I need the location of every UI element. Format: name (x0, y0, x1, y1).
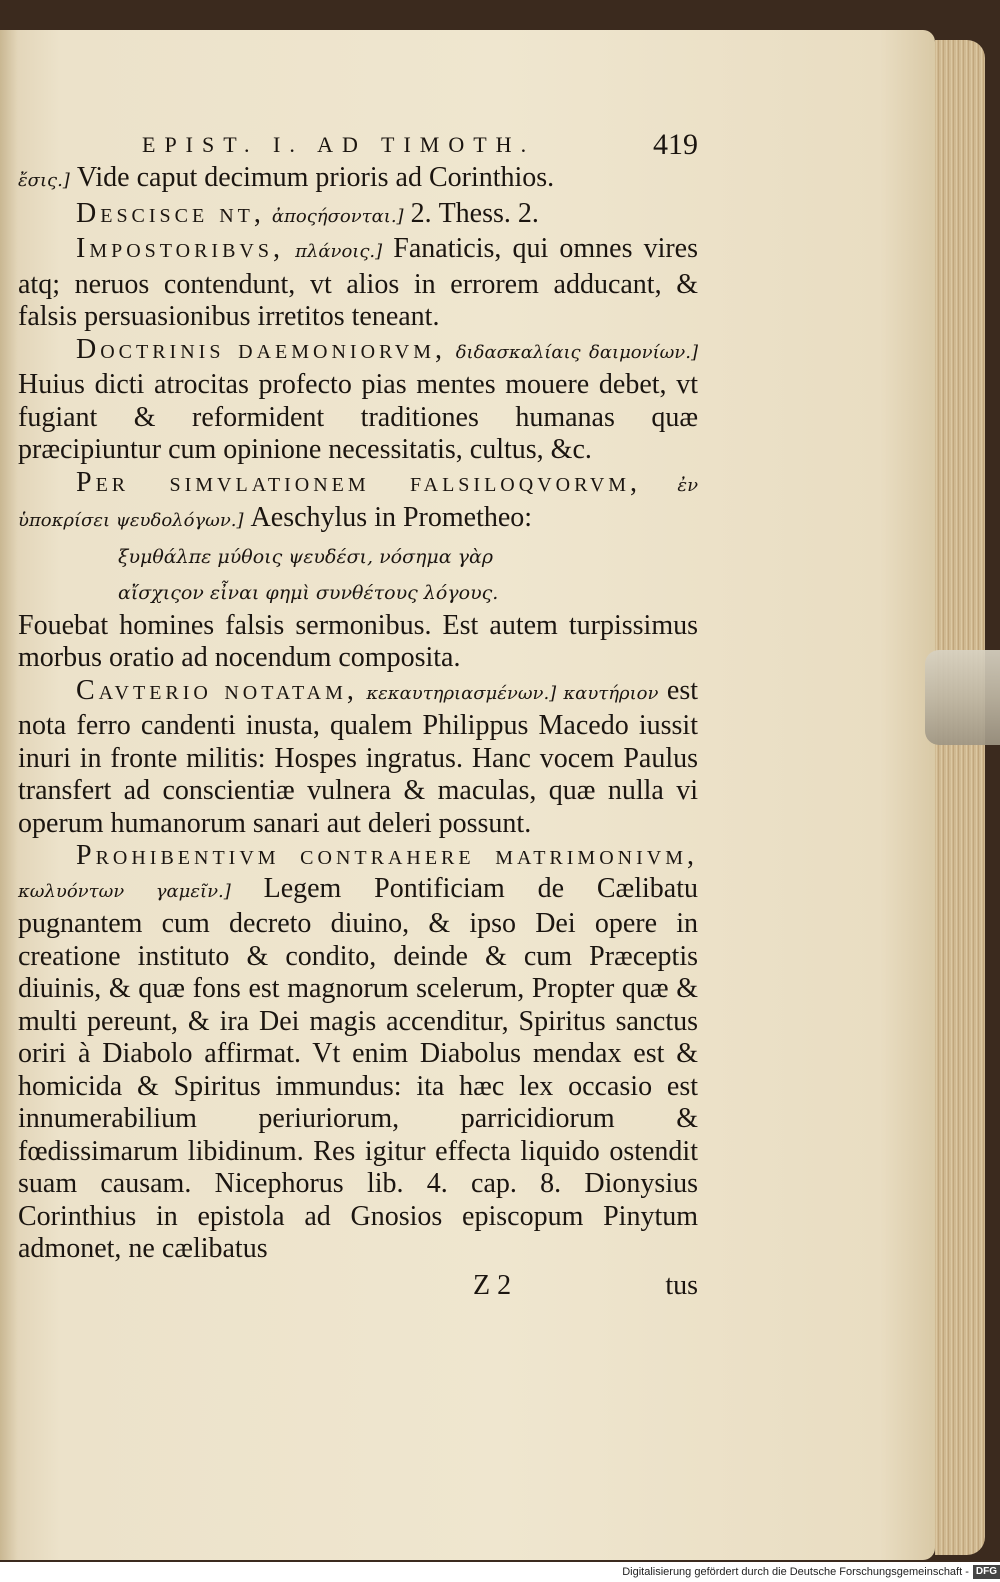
paragraph-text: Fouebat homines falsis sermonibus. Est autem turpissimus morbus oratio ad nocendum composita. (18, 609, 698, 673)
paragraph-text: 2. Thess. 2. (403, 197, 539, 229)
paragraph-text: Fanaticis, qui omnes vires atq; neruos contendunt, vt alios in errorem adducant, & falsis persuasionibus irretitos teneant. (18, 233, 699, 332)
running-head: EPIST. I. AD TIMOTH. (142, 132, 536, 157)
page-edges (935, 40, 985, 1555)
greek-term: κωλυόντων γαμεῖν.] (18, 880, 231, 902)
page-text (18, 128, 698, 1302)
paragraph-p1 (18, 162, 698, 198)
text-block-2 (18, 610, 698, 1266)
bookmark-clip (925, 650, 1000, 745)
caption-text: Digitalisierung gefördert durch die Deutsche Forschungsgemeinschaft - (622, 1566, 969, 1578)
greek-term: ἔσις.] (18, 170, 70, 191)
page-footer (18, 1270, 698, 1303)
lemma: Doctrinis daemoniorvm, (76, 333, 446, 365)
greek-term: πλάνοις.] (295, 241, 383, 262)
paragraph-text: Vide caput decimum prioris ad Corinthios. (69, 162, 555, 193)
lemma: Impostoribvs, (76, 233, 285, 264)
paragraph-text: Aeschylus in Prometheo: (243, 502, 533, 533)
paragraph-text: Legem Pontificiam de Cælibatu pugnantem cum decreto diuino, & ipso Dei opere in creatione instituto & condito, deinde & cum Præceptis diuinis, & quæ fons est magnorum scelerum, Propter quæ & multi pereunt, & ira Dei magis accenditur, Spiritus sanctus oriri à Diabolo affirmat. Vt enim Diabolus mendax est & homicida & Spiritus immundus: ita hæc lex occasio est innumerabilium periuriorum, parricidiorum & fœdissimarum libidinum. Res igitur effecta liquido ostendit suam causam. Nicephorus lib. 4. cap. 8. Dionysius Corinthius in epistola ad Gnosios episcopum Pinytum admonet, ne cælibatus (18, 872, 698, 1264)
lemma: Cavterio notatam, (76, 674, 358, 706)
folio-number: 419 (653, 128, 698, 161)
lemma: Prohibentivm contrahere matrimonivm, (76, 840, 698, 871)
dfg-logo: DFG (973, 1565, 1000, 1579)
lemma: Per simvlationem falsiloqvorvm, (76, 466, 642, 498)
paragraph-p7 (18, 675, 698, 841)
greek-term: διδασκαλίαις δαιμονίων.] (455, 341, 698, 363)
paragraph-p8 (18, 840, 698, 1266)
paragraph-text: est nota ferro candenti inusta, qualem Philippus Macedo iussit inuri in fronte militis: Hospes ingratus. Hanc vocem Paulus transfert ad conscientiæ vulnera & maculas, quæ nulla vi operum humanorum sanari aut deleri possunt. (18, 674, 698, 839)
paragraph-p5 (18, 467, 698, 538)
greek-term: ἀποςήσονται.] (271, 205, 404, 227)
paragraph-p6 (18, 610, 698, 675)
page-header (18, 128, 698, 162)
verse-line: αἴσχιςον εἶναι φημὶ συνθέτους λόγους. (118, 581, 499, 604)
lemma: Descisce nt, (76, 197, 265, 229)
text-block-1 (18, 162, 698, 538)
paragraph-text: Huius dicti atrocitas profecto pias mentes mouere debet, vt fugiant & reformident traditiones humanas quæ præcipiuntur cum opinione necessitatis, cultus, &c. (18, 369, 698, 465)
paragraph-p4 (18, 334, 698, 467)
greek-term: κεκαυτηριασμένων.] καυτήριον (366, 682, 659, 704)
digitization-caption (600, 1563, 1000, 1582)
paragraph-p3 (18, 233, 698, 334)
signature-mark: Z 2 (473, 1269, 512, 1301)
greek-term: ἐν ὑποκρίσει ψευδολόγων.] (18, 474, 699, 531)
verse-quotation (18, 538, 698, 610)
catchword: tus (665, 1269, 698, 1301)
paragraph-p2 (18, 198, 698, 234)
verse-line: ξυμθάλπε μύθοις ψευδέσι, νόσημα γὰρ (118, 545, 493, 568)
